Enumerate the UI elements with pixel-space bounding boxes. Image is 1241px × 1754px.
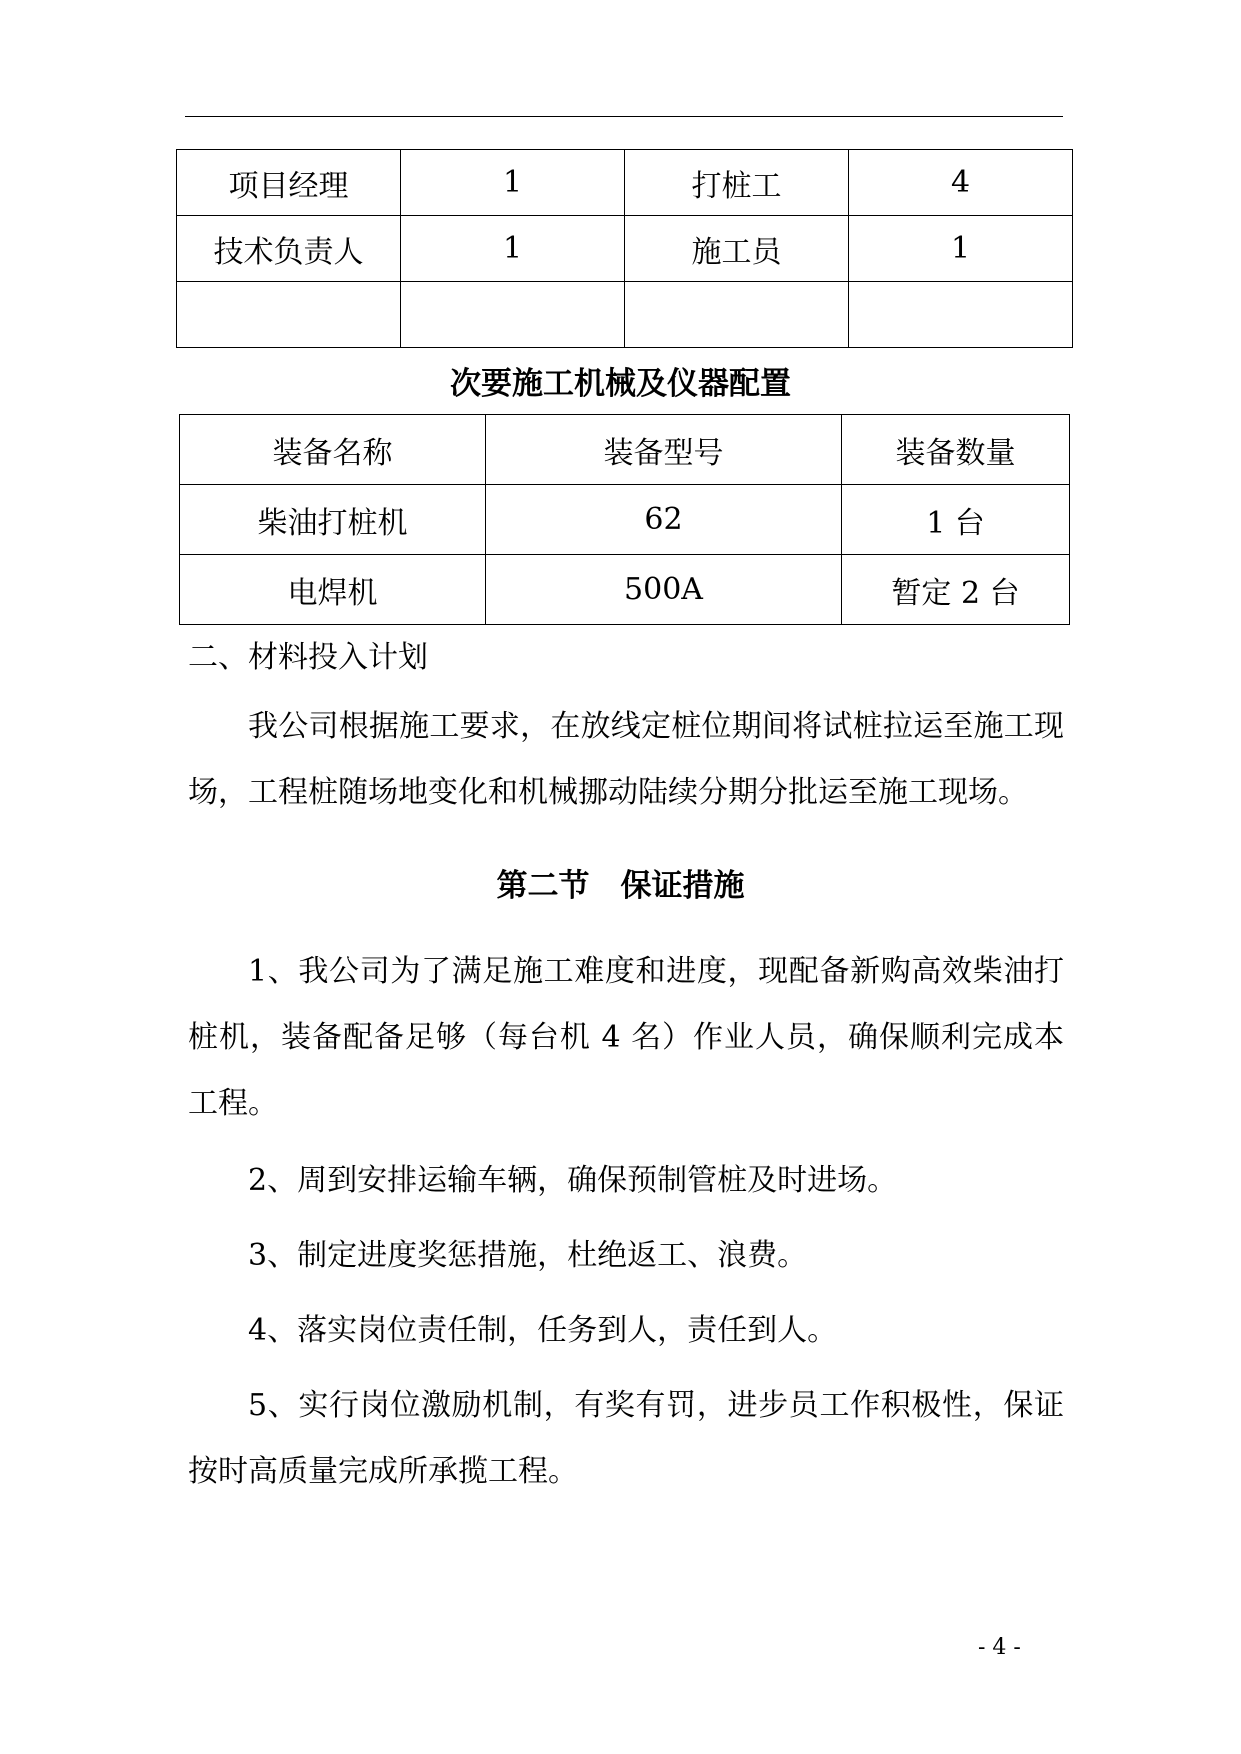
table-cell: 电焊机 (180, 555, 486, 625)
equipment-table (179, 414, 1070, 625)
page-number: - 4 - (978, 1635, 1021, 1660)
table-cell: 62 (486, 485, 842, 555)
table-cell: 柴油打桩机 (180, 485, 486, 555)
table-cell: 1 (401, 216, 625, 282)
measure-item-5: 5、实行岗位激励机制，有奖有罚，进步员工作积极性，保证按时高质量完成所承揽工程。 (188, 1388, 1064, 1489)
table-cell: 打桩工 (625, 150, 849, 216)
table-cell (401, 282, 625, 348)
equipment-table-title: 次要施工机械及仪器配置 (450, 366, 791, 402)
table-cell: 1 台 (842, 485, 1070, 555)
column-header: 装备型号 (486, 415, 842, 485)
table-row (177, 216, 1073, 282)
measure-item-3: 3、制定进度奖惩措施，杜绝返工、浪费。 (248, 1238, 808, 1273)
materials-paragraph: 我公司根据施工要求，在放线定桩位期间将试桩拉运至施工现场，工程桩随场地变化和机械挪动陆续分期分批运至施工现场。 (188, 709, 1064, 810)
header-rule (185, 116, 1063, 117)
table-cell (625, 282, 849, 348)
table-header-row (180, 415, 1070, 485)
table-row (180, 555, 1070, 625)
column-header: 装备名称 (180, 415, 486, 485)
table-cell: 施工员 (625, 216, 849, 282)
measure-item-1: 1、我公司为了满足施工难度和进度，现配备新购高效柴油打桩机，装备配备足够（每台机 4 名）作业人员，确保顺利完成本工程。 (188, 954, 1064, 1121)
table-cell: 技术负责人 (177, 216, 401, 282)
materials-heading: 二、材料投入计划 (188, 640, 428, 675)
table-row (177, 282, 1073, 348)
column-header: 装备数量 (842, 415, 1070, 485)
staff-table (176, 149, 1073, 348)
table-row (180, 485, 1070, 555)
table-cell: 暂定 2 台 (842, 555, 1070, 625)
table-cell: 1 (849, 216, 1073, 282)
table-cell (849, 282, 1073, 348)
section-title: 第二节 保证措施 (496, 868, 745, 904)
table-cell (177, 282, 401, 348)
measure-item-2: 2、周到安排运输车辆，确保预制管桩及时进场。 (248, 1163, 898, 1198)
table-cell: 4 (849, 150, 1073, 216)
table-cell: 1 (401, 150, 625, 216)
table-cell: 500A (486, 555, 842, 625)
measure-item-4: 4、落实岗位责任制，任务到人，责任到人。 (248, 1313, 838, 1348)
table-cell: 项目经理 (177, 150, 401, 216)
table-row (177, 150, 1073, 216)
